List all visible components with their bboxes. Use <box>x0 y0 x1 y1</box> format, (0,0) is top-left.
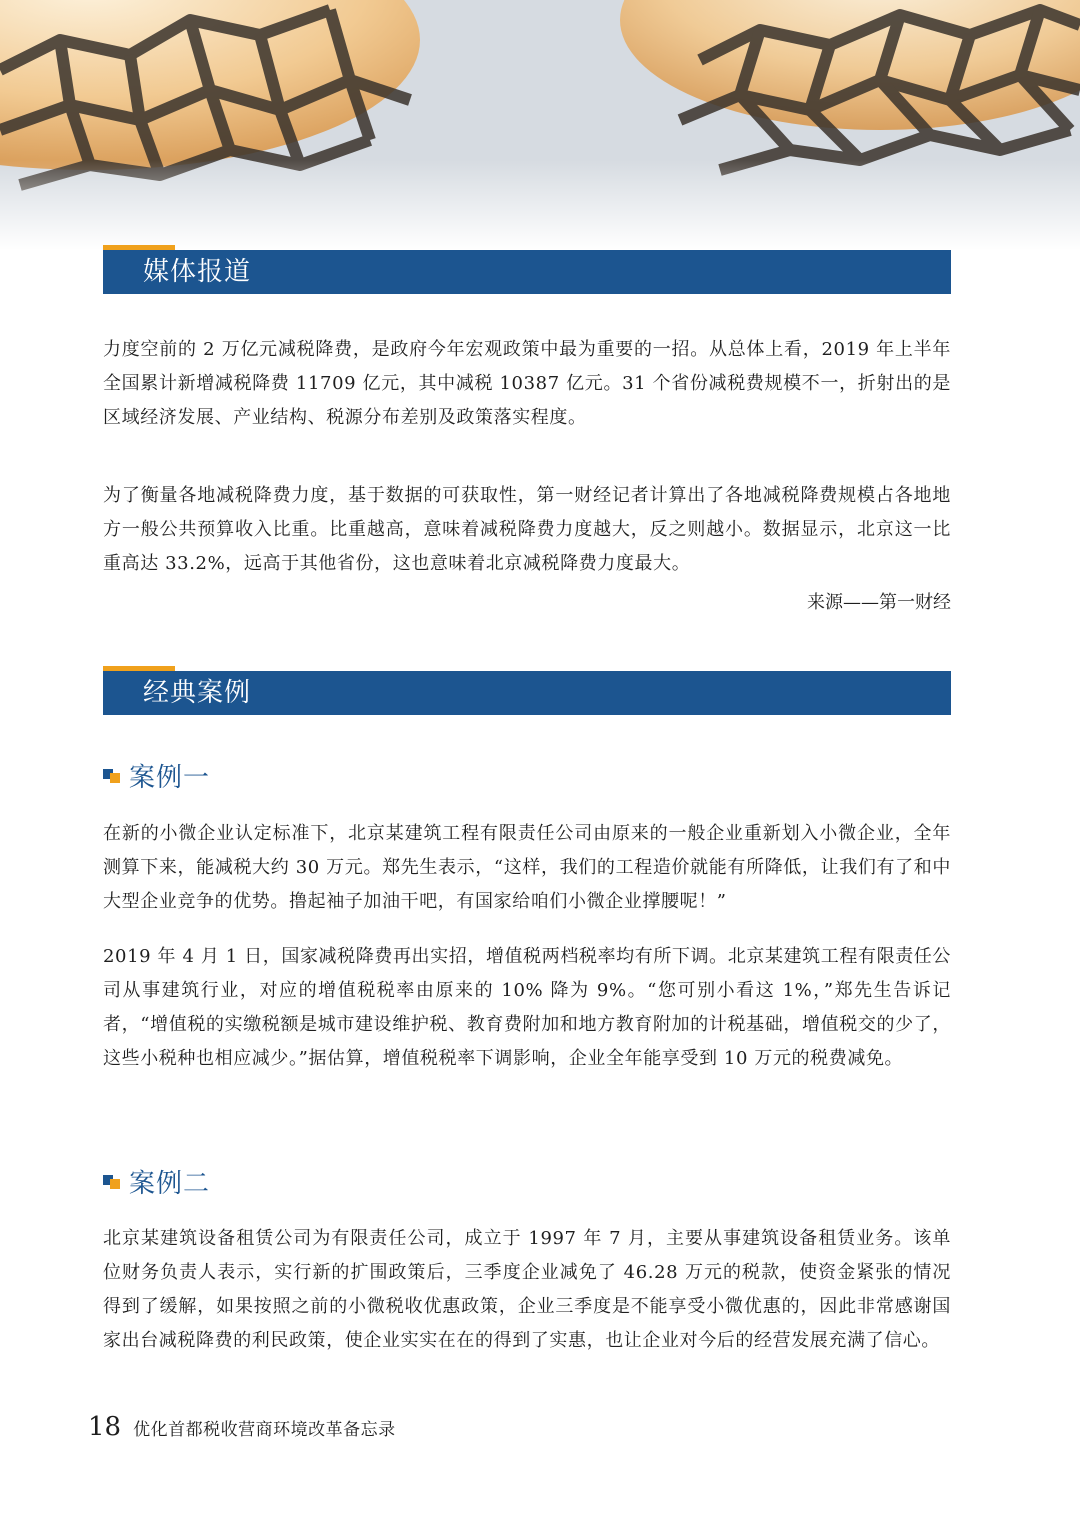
section-title: 媒体报道 <box>143 257 252 287</box>
case-2-paragraph-1: 北京某建筑设备租赁公司为有限责任公司，成立于 1997 年 7 月，主要从事建筑设备租赁业务。该单位财务负责人表示，实行新的扩围政策后，三季度企业减免了 46.28 万元的税款，使资金紧张的情况得到了缓解，如果按照之前的小微税收优惠政策，企业三季度是不能享受小微优惠的，因此非常感谢国家出台减税降费的利民政策，使企业实实在在的得到了实惠，也让企业对今后的经营发展充满了信心。 <box>103 1228 951 1351</box>
bullet-squares-icon <box>103 1172 121 1190</box>
case-2-heading <box>103 1163 210 1199</box>
section-header-cases <box>103 671 951 715</box>
section-header-media <box>103 250 951 294</box>
case-1-heading <box>103 757 210 793</box>
header-photo <box>0 0 1080 250</box>
source-attribution: 来源——第一财经 <box>807 592 951 613</box>
page-footer <box>88 1412 396 1448</box>
section-title: 经典案例 <box>143 678 252 708</box>
page-number: 18 <box>88 1412 122 1442</box>
media-paragraph-2: 为了衡量各地减税降费力度，基于数据的可获取性，第一财经记者计算出了各地减税降费规模占各地地方一般公共预算收入比重。比重越高，意味着减税降费力度越大，反之则越小。数据显示，北京这一比重高达 33.2%，远高于其他省份，这也意味着北京减税降费力度最大。 <box>103 485 951 574</box>
case-1-paragraph-1: 在新的小微企业认定标准下，北京某建筑工程有限责任公司由原来的一般企业重新划入小微企业，全年测算下来，能减税大约 30 万元。郑先生表示，“这样，我们的工程造价就能有所降低，让我们有了和中大型企业竞争的优势。撸起袖子加油干吧，有国家给咱们小微企业撑腰呢！” <box>103 823 951 912</box>
bullet-squares-icon <box>103 766 121 784</box>
media-paragraph-1: 力度空前的 2 万亿元减税降费，是政府今年宏观政策中最为重要的一招。从总体上看，2019 年上半年全国累计新增减税降费 11709 亿元，其中减税 10387 亿元。31 个省份减税费规模不一，折射出的是区域经济发展、产业结构、税源分布差别及政策落实程度。 <box>103 339 951 428</box>
case-title: 案例一 <box>129 762 211 793</box>
document-title: 优化首都税收营商环境改革备忘录 <box>133 1420 396 1440</box>
case-1-paragraph-2: 2019 年 4 月 1 日，国家减税降费再出实招，增值税两档税率均有所下调。北京某建筑工程有限责任公司从事建筑行业，对应的增值税税率由原来的 10% 降为 9%。“您可别小看这 1%，”郑先生告诉记者，“增值税的实缴税额是城市建设维护税、教育费附加和地方教育附加的计税基础，增值税交的少了，这些小税种也相应减少。”据估算，增值税税率下调影响，企业全年能享受到 10 万元的税费减免。 <box>103 946 951 1069</box>
case-title: 案例二 <box>129 1168 211 1199</box>
